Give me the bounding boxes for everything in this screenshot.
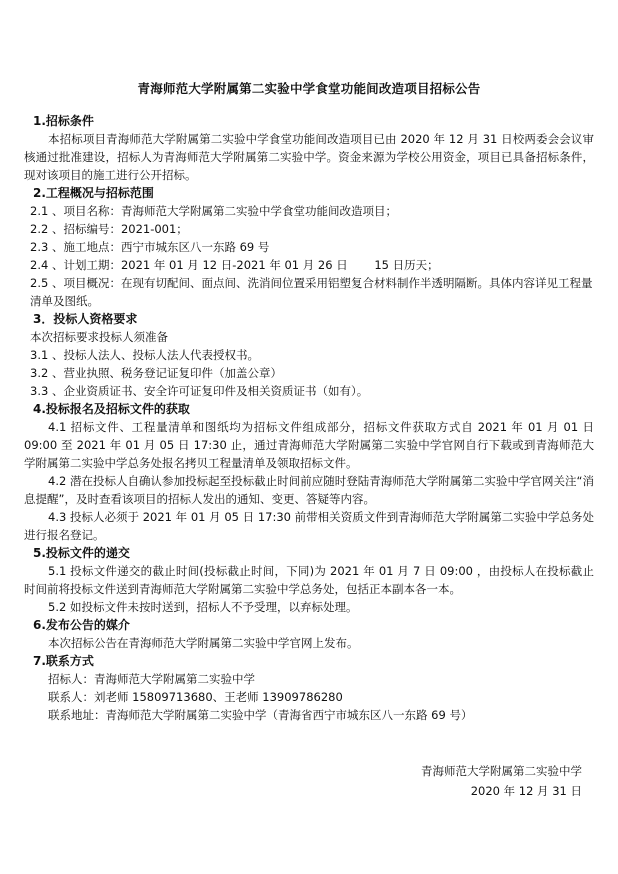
section-1-heading: 1.招标条件 [33,114,94,128]
section-6-heading: 6.发布公告的媒介 [33,618,130,632]
section-4-heading: 4.投标报名及招标文件的获取 [33,402,190,416]
section-3-item: 3.2 、营业执照、税务登记证复印件（加盖公章） [30,366,282,380]
section-2-item: 2.5 、项目概况：在现有切配间、面点间、洗消间位置采用铝塑复合材料制作半透明隔断。具体内容详见工程量清单及图纸。 [30,276,593,308]
section-3-item: 3.3 、企业资质证书、安全许可证复印件及相关资质证书（如有）。 [30,384,369,398]
section-4-para: 4.1 招标文件、工程量清单和图纸均为招标文件组成部分，招标文件获取方式自 2021 年 01 月 01 日 09:00 至 2021 年 01 月 05 日 17:30 止，通过青海师范大学附属第二实验中学官网自行下载或到青海师范大学附属第二实验中学总务处报名拷贝工程量清单及领取招标文件。 [24,420,594,470]
section-3-item: 3.1 、投标人法人、投标人法人代表授权书。 [30,348,259,362]
section-4-para: 4.2 潜在投标人自确认参加投标起至投标截止时间前应随时登陆青海师范大学附属第二实验中学官网关注“消息提醒”，及时查看该项目的招标人发出的通知、变更、答疑等内容。 [24,474,594,506]
section-3-intro: 本次招标要求投标人须准备 [30,330,168,344]
page-title: 青海师范大学附属第二实验中学食堂功能间改造项目招标公告 [137,81,481,96]
section-2-heading: 2.工程概况与招标范围 [33,186,154,200]
contact-line: 招标人：青海师范大学附属第二实验中学 [48,672,255,686]
section-1-body: 本招标项目青海师范大学附属第二实验中学食堂功能间改造项目已由 2020 年 12 月 31 日校两委会会议审核通过批准建设，招标人为青海师范大学附属第二实验中学。资金来源为学校公用资金，项目已具备招标条件，现对该项目的施工进行公开招标。 [24,132,594,182]
signature-date: 2020 年 12 月 31 日 [470,784,582,798]
section-3-heading: 3．投标人资格要求 [33,312,138,326]
notice-body [24,112,594,724]
section-7-heading: 7.联系方式 [33,654,94,668]
contact-line: 联系地址：青海师范大学附属第二实验中学（青海省西宁市城东区八一东路 69 号） [48,708,473,722]
section-4-para: 4.3 投标人必须于 2021 年 01 月 05 日 17:30 前带相关资质文件到青海师范大学附属第二实验中学总务处进行报名登记。 [24,510,594,542]
section-2-item: 2.4 、计划工期：2021 年 01 月 12 日-2021 年 01 月 26 日 15 日历天； [30,258,439,272]
contact-line: 联系人：刘老师 15809713680、王老师 13909786280 [48,690,343,704]
signature-org: 青海师范大学附属第二实验中学 [421,764,582,778]
section-5-heading: 5.投标文件的递交 [33,546,130,560]
section-5-para: 5.2 如投标文件未按时送到，招标人不予受理，以弃标处理。 [48,600,358,614]
section-6-body: 本次招标公告在青海师范大学附属第二实验中学官网上发布。 [48,636,359,650]
section-2-item: 2.3 、施工地点：西宁市城东区八一东路 69 号 [30,240,270,254]
section-2-item: 2.2 、招标编号：2021-001； [30,222,188,236]
section-2-item: 2.1 、项目名称：青海师范大学附属第二实验中学食堂功能间改造项目； [30,204,397,218]
section-5-para: 5.1 投标文件递交的截止时间(投标截止时间，下同)为 2021 年 01 月 7 日 09:00 ，由投标人在投标截止时间前将投标文件送到青海师范大学附属第二实验中学总务处，包括正本副本各一本。 [24,564,594,596]
